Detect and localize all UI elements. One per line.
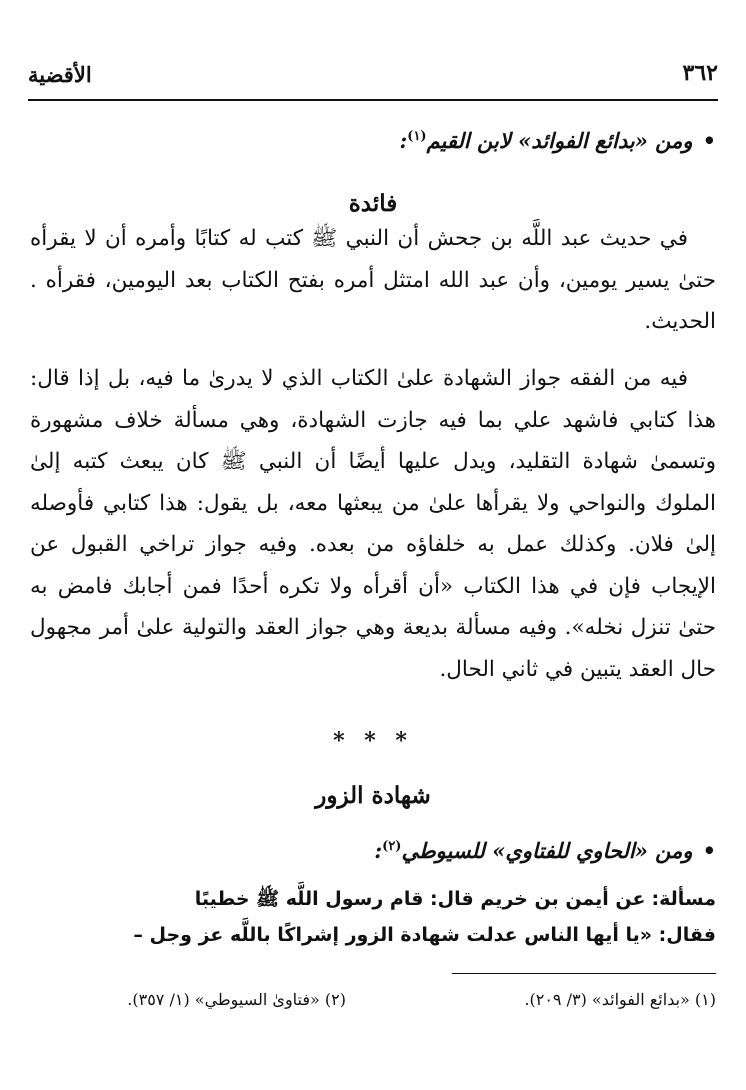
paragraph-1: في حديث عبد اللَّه بن جحش أن النبي ﷺ كتب له كتابًا وأمره أن لا يقرأه حتىٰ يسير يومين، وأن عبد الله امتثل أمره بفتح الكتاب بعد اليومين، فقرأه . الحديث. [30, 226, 716, 334]
heading-false-testimony: شهادة الزور [315, 782, 431, 809]
running-section-title: الأقضية [28, 62, 92, 87]
question-line-1 [30, 882, 716, 916]
footnote-rule [452, 973, 716, 974]
page-number: ٣٦٢ [682, 60, 718, 86]
page-header [28, 60, 718, 94]
heading-faida: فائدة [348, 190, 398, 217]
question-label: مسألة: [651, 888, 716, 910]
bullet-point: • [702, 128, 716, 153]
footnote-marker: (١) [407, 129, 427, 144]
source-citation-2 [30, 838, 716, 863]
question-line-2: فقال: «يا أيها الناس عدلت شهادة الزور إشراكًا باللَّه عز وجل – [133, 924, 716, 946]
source-colon: : [374, 838, 383, 863]
footnote-1: (١) «بدائع الفوائد» (٣/ ٢٠٩). [524, 990, 716, 1009]
question-text: عن أيمن بن خريم قال: قام رسول اللَّه ﷺ خطيبًا [194, 888, 646, 910]
paragraph-2: فيه من الفقه جواز الشهادة علىٰ الكتاب الذي لا يدرىٰ ما فيه، بل إذا قال: هذا كتابي فاشهد علي بما فيه جازت الشهادة، وهي مسألة خلاف مشهورة وتسمىٰ شهادة التقليد، ويدل عليها أيضًا أن النبي ﷺ كان يبعث كتبه إلىٰ الملوك والنواحي ولا يقرأها علىٰ من يبعثها معه، بل يقول: هذا كتابي فأوصله إلىٰ فلان. وكذلك عمل به خلفاؤه من بعده. وفيه جواز تراخي القبول عن الإيجاب فإن في هذا الكتاب «أن أقرأه ولا تكره أحدًا فمن أجابك فامض به حتىٰ تنزل نخله». وفيه مسألة بديعة وهي جواز العقد والتولية علىٰ أمر مجهول حال العقد يتبين في ثاني الحال. [30, 366, 716, 682]
bullet-point: • [702, 838, 716, 863]
source-text: ومن «الحاوي للفتاوي» للسيوطي [401, 838, 693, 863]
section-separator: * * * [333, 728, 413, 754]
source-citation-1 [30, 128, 716, 153]
source-text: ومن «بدائع الفوائد» لابن القيم [426, 128, 693, 153]
footnote-marker: (٢) [382, 839, 402, 854]
header-rule [28, 99, 718, 101]
footnote-2: (٢) «فتاوىٰ السيوطي» (١/ ٣٥٧). [127, 990, 346, 1009]
source-colon: : [399, 128, 408, 153]
